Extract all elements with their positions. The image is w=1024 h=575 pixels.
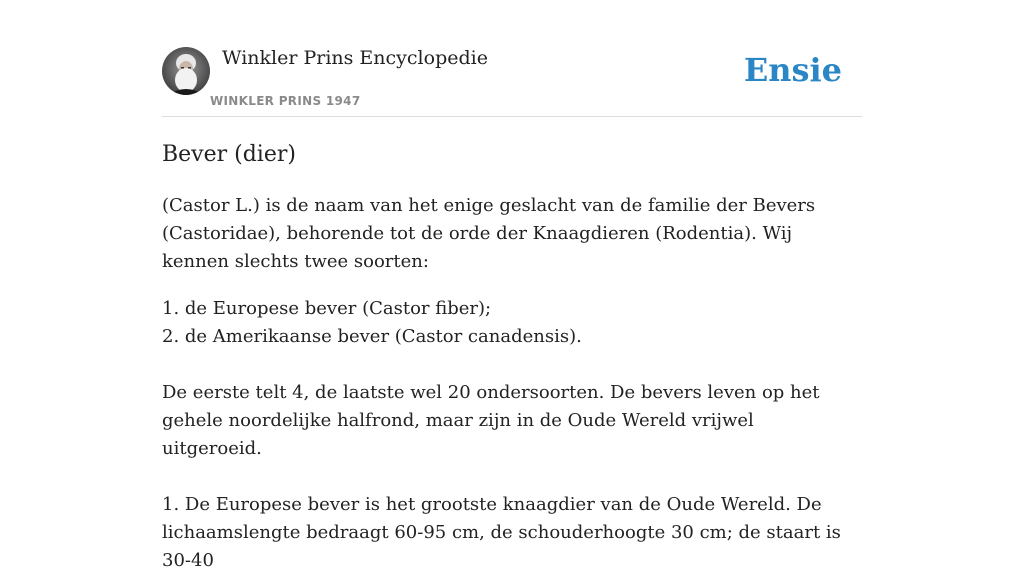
list-item: 2. de Amerikaanse bever (Castor canadensis). (162, 326, 582, 347)
author-portrait-icon[interactable] (162, 47, 210, 95)
site-name[interactable]: Winkler Prins Encyclopedie (222, 47, 488, 69)
paragraph-distribution: De eerste telt 4, de laatste wel 20 ondersoorten. De bevers leven op het gehele noordelijke halfrond, maar zijn in de Oude Wereld vrijwel uitgeroeid. (162, 382, 820, 459)
intro-paragraph: (Castor L.) is de naam van het enige geslacht van de familie der Bevers (Castoridae), behorende tot de orde der Knaagdieren (Rodentia). Wij kennen slechts twee soorten: (162, 195, 816, 272)
list-item: 1. de Europese bever (Castor fiber); (162, 298, 492, 319)
article-body (162, 192, 852, 575)
page-container (162, 0, 862, 571)
species-list (162, 295, 852, 351)
brand-logo[interactable]: Ensie (743, 51, 842, 89)
spacer (162, 463, 852, 491)
spacer (162, 351, 852, 379)
paragraph-european-beaver: 1. De Europese bever is het grootste knaagdier van de Oude Wereld. De lichaamslengte bedraagt 60-95 cm, de schouderhoogte 30 cm; de staart is 30-40 (162, 494, 841, 571)
article-title: Bever (dier) (162, 142, 296, 167)
source-label[interactable]: WINKLER PRINS 1947 (210, 94, 361, 108)
header (162, 0, 862, 117)
